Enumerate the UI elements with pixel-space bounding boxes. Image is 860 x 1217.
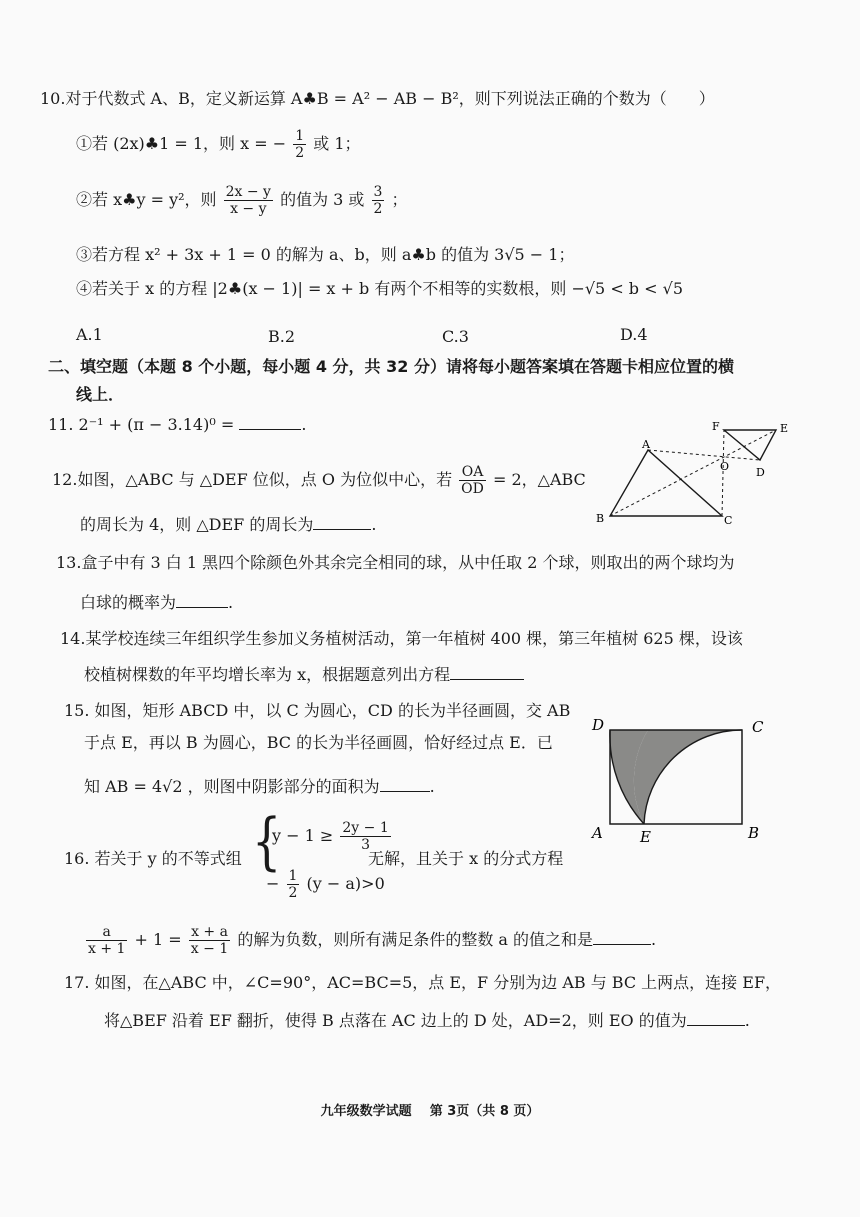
q16-inequality-2 [266,868,385,901]
q10-s2-mid: 的值为 3 或 [280,190,365,209]
q13-text-2: 白球的概率为 [80,593,177,612]
label-e: E [640,828,651,844]
ineq1-left: y − 1 ≥ [272,826,334,845]
q17-end: . [744,1011,750,1030]
q10-statement-4: ④若关于 x 的方程 |2♣(x − 1)| = x + b 有两个不相等的实数根，则 −√5 < b < √5 [76,279,684,298]
q10-s2-fraction-2 [372,184,385,217]
triangle-def [724,430,776,460]
q11-text: 11. 2⁻¹ + (π − 3.14)⁰ = [48,415,240,434]
frac-den: 2 [288,885,298,901]
footer-title: 九年级数学试题 [320,1104,412,1119]
ineq2-sign: − [266,874,280,893]
frac-num: 1 [295,128,305,144]
q17-line-2 [104,1010,750,1032]
frac-num: 3 [373,184,383,200]
eq-mid: + 1 = [134,930,182,949]
q15-figure [588,710,778,844]
q10-s2-text: ②若 x♣y = y²，则 [76,190,217,209]
frac-den: x + 1 [88,941,126,957]
q12-tail: = 2，△ABC [492,470,586,489]
label-b: B [596,512,605,525]
q14-text-2: 校植树棵数的年平均增长率为 x，根据题意列出方程 [84,665,451,684]
q10-option-a: A.1 [76,325,103,344]
line-ad [648,450,760,460]
q12-text-2: 的周长为 4，则 △DEF 的周长为 [80,515,314,534]
frac-den: x − 1 [190,941,229,957]
frac-den: 3 [361,837,371,853]
q10-statement-2 [76,184,408,217]
q12-line-2 [80,514,376,536]
label-e: E [780,422,789,435]
triangle-abc [610,450,722,516]
q13-line-1: 13.盒子中有 3 白 1 黑四个除颜色外其余完全相同的球，从中任取 2 个球，则取出的两个球均为 [56,553,735,572]
q10-option-b: B.2 [268,327,296,346]
q16-end: . [651,930,657,949]
ineq2-fraction [287,868,300,901]
eq-tail: 的解为负数，则所有满足条件的整数 a 的值之和是 [237,930,594,949]
q10-statement-1 [76,128,361,161]
q14-line-2 [84,664,524,686]
q12-fraction [459,464,486,497]
frac-num: 1 [288,868,298,884]
brace: { [252,804,282,878]
label-b: B [748,824,760,842]
q14-line-1: 14.某学校连续三年组织学生参加义务植树活动，第一年植树 400 棵，第三年植树 625 棵，设该 [60,629,743,648]
answer-blank [176,593,228,608]
page-footer [0,1100,860,1119]
q16-equation [84,924,656,957]
label-c: C [752,718,764,736]
q16-prefix: 16. 若关于 y 的不等式组 [64,849,242,868]
q15-line-1: 15. 如图，矩形 ABCD 中，以 C 为圆心，CD 的长为半径画圆，交 AB [64,701,571,720]
frac-num: x + a [189,924,230,941]
answer-blank [687,1011,745,1026]
q10-stem: 10.对于代数式 A、B，定义新运算 A♣B = A² − AB − B²，则下列说法正确的个数为（ ） [40,89,715,108]
section2-heading: 二、填空题（本题 8 个小题，每小题 4 分，共 32 分）请将每小题答案填在答题卡相应位置的横 [48,357,734,376]
q15-line-3 [84,776,435,798]
shaded-region-2 [634,730,742,824]
footer-page-number: 第 3页（共 8 页） [429,1104,540,1119]
label-d: D [592,716,605,734]
eq-fraction-1 [86,924,127,957]
q15-line-2: 于点 E，再以 B 为圆心，BC 的长为半径画圆，恰好经过点 E．已 [84,733,553,752]
frac-num: 2y − 1 [342,820,389,836]
q10-option-d: D.4 [620,325,648,344]
q10-s2-tail: ； [391,190,408,209]
q11-end: . [301,415,307,434]
q13-line-2 [80,592,233,614]
q10-s1-tail: 或 1； [313,134,361,153]
line-cf [722,430,724,516]
answer-blank [450,665,524,680]
label-c: C [724,514,733,527]
q15-text-3: 知 AB = 4√2 ，则图中阴影部分的面积为 [84,777,380,796]
label-o: O [720,460,730,473]
frac-den: 2 [295,145,305,161]
q16-suffix: 无解，且关于 x 的分式方程 [368,849,564,868]
frac-num: a [86,924,127,941]
q17-line-1: 17. 如图，在△ABC 中，∠C=90°，AC=BC=5，点 E，F 分别为边 AB 与 BC 上两点，连接 EF， [64,973,782,992]
q17-text-2: 将△BEF 沿着 EF 翻折，使得 B 点落在 AC 边上的 D 处，AD=2，则 EO 的值为 [104,1011,687,1030]
answer-blank [239,415,301,430]
answer-blank [380,777,430,792]
q12-line-1 [52,464,586,497]
q11 [48,414,306,436]
q12-text: 12.如图，△ABC 与 △DEF 位似，点 O 为位似中心，若 [52,470,453,489]
ineq2-right: (y − a)>0 [306,874,385,893]
q10-s1-text: ①若 (2x)♣1 = 1，则 x = − [76,134,287,153]
frac-den: 2 [373,201,383,217]
q13-end: . [228,593,234,612]
section2-heading-cont: 线上． [76,385,125,404]
label-a: A [592,824,603,842]
frac-num: 2x − y [225,184,271,200]
q10-option-c: C.3 [442,327,469,346]
frac-den: x − y [230,201,267,217]
label-f: F [712,420,720,433]
eq-fraction-2 [189,924,230,957]
frac-den: OD [461,481,484,497]
frac-num: OA [459,464,486,481]
q12-figure [590,416,800,528]
label-a: A [642,438,650,451]
q10-s1-fraction [293,128,306,161]
q10-s2-fraction [224,184,273,217]
q12-end: . [371,515,377,534]
q10-statement-3: ③若方程 x² + 3x + 1 = 0 的解为 a、b，则 a♣b 的值为 3√5 − 1； [76,245,575,264]
q15-end: . [429,777,435,796]
answer-blank [593,930,651,945]
label-d: D [756,466,765,479]
answer-blank [313,515,371,530]
